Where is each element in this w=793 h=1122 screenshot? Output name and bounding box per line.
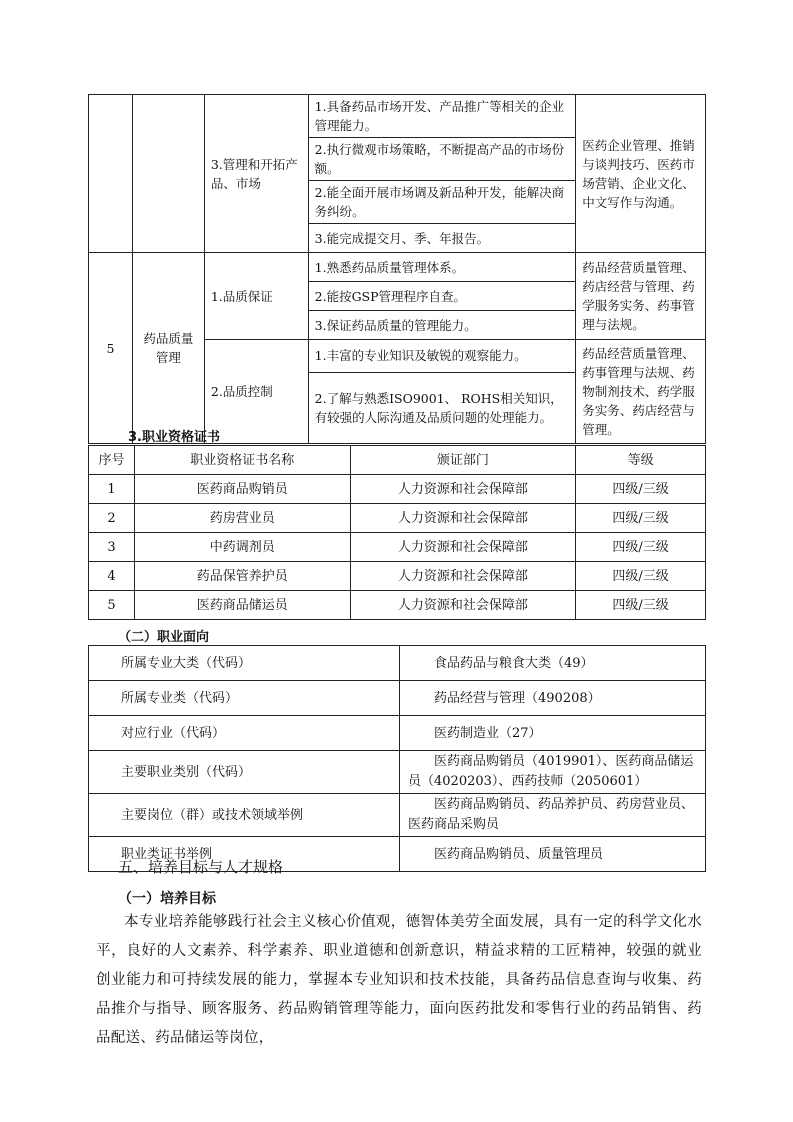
orientation-title: （二）职业面向 bbox=[118, 630, 210, 645]
cert-dept: 人力资源和社会保障部 bbox=[350, 533, 576, 562]
course-cell: 药品经营质量管理、药事管理与法规、药物制剂技术、药学服务实务、药店经营与管理。 bbox=[576, 340, 706, 444]
area-cell: 2.品质控制 bbox=[204, 340, 308, 444]
cert-no: 1 bbox=[89, 475, 135, 504]
table-row bbox=[89, 716, 706, 751]
body-paragraph: 本专业培养能够践行社会主义核心价值观，德智体美劳全面发展，具有一定的科学文化水平，良好的人文素养、科学素养、职业道德和创新意识，精益求精的工匠精神，较强的就业创业能力和可持续发展的能力，掌握本专业知识和技术技能，具备药品信息查询与收集、药品推介与指导、顾客服务、药品购销管理等能力，面向医药批发和零售行业的药品销售、药品配送、药品储运等岗位， bbox=[96, 914, 702, 1046]
orientation-value: 食品药品与粮食大类（49） bbox=[400, 646, 706, 681]
ability-cell: 2.能按GSP管理程序自查。 bbox=[308, 282, 576, 311]
ability-cell: 1.熟悉药品质量管理体系。 bbox=[308, 253, 576, 282]
ability-table-no-cell bbox=[89, 95, 133, 253]
section-title: 五、培养目标与人才规格 bbox=[118, 858, 284, 876]
ability-cell: 1.具备药品市场开发、产品推广等相关的企业管理能力。 bbox=[308, 95, 576, 138]
orientation-value: 医药商品购销员、质量管理员 bbox=[400, 837, 706, 872]
ability-cell: 2.了解与熟悉ISO9001、 ROHS相关知识，有较强的人际沟通及品质问题的处理能力。 bbox=[308, 372, 576, 443]
orientation-label: 所属专业大类（代码） bbox=[89, 646, 400, 681]
orientation-table bbox=[88, 645, 706, 872]
ability-cell: 2.能全面开展市场调及新品种开发，能解决商务纠纷。 bbox=[308, 181, 576, 224]
cert-no: 4 bbox=[89, 562, 135, 591]
area-cell: 1.品质保证 bbox=[204, 253, 308, 340]
ability-cell: 3.保证药品质量的管理能力。 bbox=[308, 311, 576, 340]
ability-table-no-cell: 5 bbox=[89, 253, 133, 444]
cert-dept: 人力资源和社会保障部 bbox=[350, 475, 576, 504]
cert-level: 四级/三级 bbox=[576, 591, 706, 620]
orientation-label: 职业类证书举例 bbox=[89, 837, 400, 872]
cert-dept: 人力资源和社会保障部 bbox=[350, 562, 576, 591]
header-cell: 序号 bbox=[89, 446, 135, 475]
cert-name: 药房营业员 bbox=[134, 504, 350, 533]
cert-no: 5 bbox=[89, 591, 135, 620]
orientation-value: 医药制造业（27） bbox=[400, 716, 706, 751]
cert-name: 医药商品储运员 bbox=[134, 591, 350, 620]
ability-table-post-cell: 药品质量管理 bbox=[132, 253, 204, 444]
cert-name: 中药调剂员 bbox=[134, 533, 350, 562]
orientation-value: 医药商品购销员（4019901）、医药商品储运员（4020203）、西药技师（2050601） bbox=[400, 751, 706, 794]
cert-dept: 人力资源和社会保障部 bbox=[350, 504, 576, 533]
cert-level: 四级/三级 bbox=[576, 533, 706, 562]
orientation-label: 对应行业（代码） bbox=[89, 716, 400, 751]
orientation-label: 主要岗位（群）或技术领域举例 bbox=[89, 794, 400, 837]
table-row bbox=[89, 562, 706, 591]
orientation-value: 医药商品购销员、药品养护员、药房营业员、医药商品采购员 bbox=[400, 794, 706, 837]
ability-cell: 2.执行微观市场策略，不断提高产品的市场份额。 bbox=[308, 138, 576, 181]
cert-level: 四级/三级 bbox=[576, 475, 706, 504]
ability-table bbox=[88, 94, 706, 444]
cert-no: 3 bbox=[89, 533, 135, 562]
table-row bbox=[89, 751, 706, 794]
table-row bbox=[89, 475, 706, 504]
table-row bbox=[89, 681, 706, 716]
ability-cell: 1.丰富的专业知识及敏锐的观察能力。 bbox=[308, 340, 576, 373]
area-cell: 3.管理和开拓产品、市场 bbox=[204, 95, 308, 253]
cert-name: 药品保管养护员 bbox=[134, 562, 350, 591]
header-cell: 职业资格证书名称 bbox=[134, 446, 350, 475]
cert-table-header bbox=[89, 446, 706, 475]
cert-name: 医药商品购销员 bbox=[134, 475, 350, 504]
cert-no: 2 bbox=[89, 504, 135, 533]
orientation-label: 所属专业类（代码） bbox=[89, 681, 400, 716]
cert-dept: 人力资源和社会保障部 bbox=[350, 591, 576, 620]
table-row bbox=[89, 646, 706, 681]
cert-table bbox=[88, 445, 706, 620]
header-cell: 等级 bbox=[576, 446, 706, 475]
subsection-title: （一）培养目标 bbox=[118, 891, 216, 907]
table-row bbox=[89, 533, 706, 562]
course-cell: 医药企业管理、推销与谈判技巧、医药市场营销、企业文化、中文写作与沟通。 bbox=[576, 95, 706, 253]
table-row bbox=[89, 591, 706, 620]
orientation-label: 主要职业类别（代码） bbox=[89, 751, 400, 794]
table-row bbox=[89, 504, 706, 533]
course-cell: 药品经营质量管理、药店经营与管理、药学服务实务、药事管理与法规。 bbox=[576, 253, 706, 340]
table-row bbox=[89, 794, 706, 837]
cert-section-title: 3.职业资格证书 bbox=[128, 430, 220, 445]
cert-level: 四级/三级 bbox=[576, 504, 706, 533]
orientation-value: 药品经营与管理（490208） bbox=[400, 681, 706, 716]
header-cell: 颁证部门 bbox=[350, 446, 576, 475]
cert-level: 四级/三级 bbox=[576, 562, 706, 591]
ability-table-post-cell bbox=[132, 95, 204, 253]
ability-cell: 3.能完成提交月、季、年报告。 bbox=[308, 224, 576, 253]
